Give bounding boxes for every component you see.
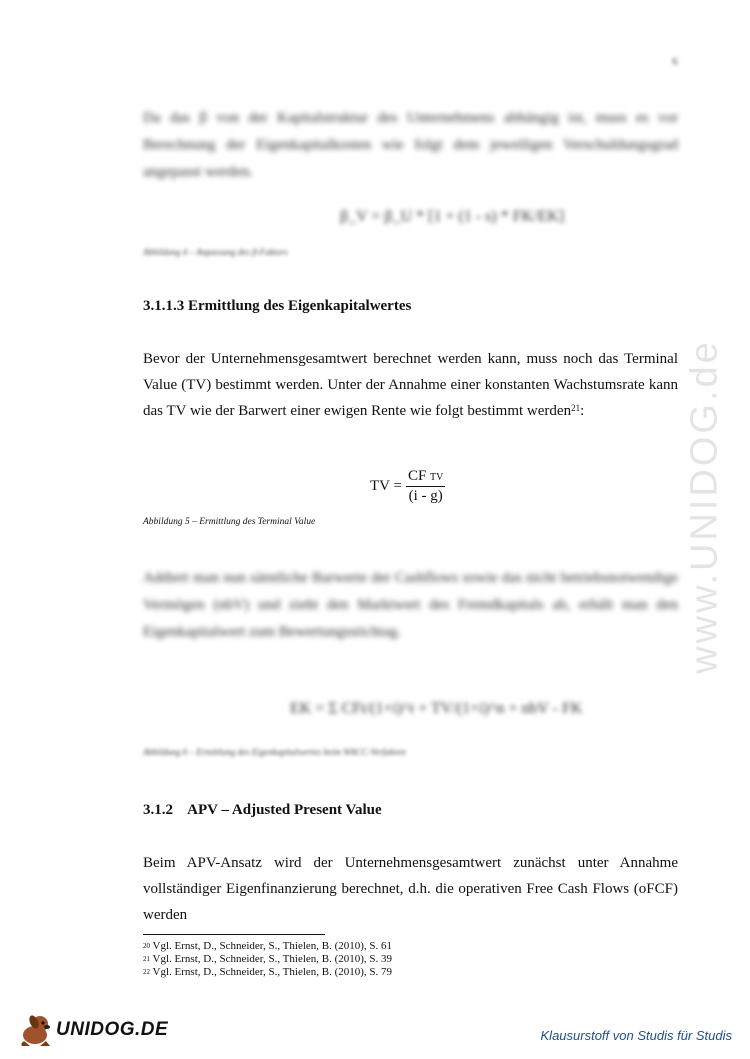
footnote-ref-21: 21 bbox=[571, 403, 581, 413]
tv-numerator-subscript: TV bbox=[430, 472, 444, 483]
footnote-number: 21 bbox=[143, 955, 150, 963]
caption-figure-5: Abbildung 5 – Ermittlung des Terminal Value bbox=[143, 517, 316, 527]
logo-text: UNIDOG.DE bbox=[56, 1019, 169, 1040]
blurred-caption-6: Abbildung 6 – Ermittlung des Eigenkapitalwertes beim WACC-Verfahren bbox=[143, 747, 406, 757]
tv-formula-numerator bbox=[406, 468, 445, 487]
watermark-text: www.UNIDOG.de bbox=[683, 339, 726, 674]
blurred-intro-paragraph: Da das β von der Kapitalstruktur des Unternehmens abhängig ist, muss es vor Berechnung der Eigenkapitalkosten wie folgt dem jeweiligen Verschuldungsgrad angepasst werden. bbox=[143, 110, 678, 180]
footnotes bbox=[143, 940, 392, 979]
watermark bbox=[685, 280, 725, 730]
footer-tagline: Klausurstoff von Studis für Studis bbox=[540, 1028, 732, 1043]
section-heading-3-1-2: 3.1.2 APV – Adjusted Present Value bbox=[143, 802, 382, 818]
tv-formula-lhs: TV = bbox=[370, 478, 402, 494]
footnote-divider bbox=[143, 934, 325, 935]
terminal-value-paragraph bbox=[143, 346, 678, 424]
footnote-21 bbox=[143, 953, 392, 966]
footnote-number: 22 bbox=[143, 968, 150, 976]
footnote-text: Vgl. Ernst, D., Schneider, S., Thielen, B. (2010), S. 61 bbox=[150, 940, 393, 952]
apv-paragraph: Beim APV-Ansatz wird der Unternehmensgesamtwert zunächst unter Annahme vollständiger Eigenfinanzierung berechnet, d.h. die operativen Free Cash Flows (oFCF) werden bbox=[143, 855, 678, 923]
tv-formula-fraction bbox=[406, 468, 445, 505]
section-heading-3-1-1-3: 3.1.1.3 Ermittlung des Eigenkapitalwertes bbox=[143, 298, 412, 314]
tv-numerator-cf: CF bbox=[407, 468, 427, 484]
dog-icon bbox=[18, 1013, 54, 1047]
terminal-value-formula bbox=[370, 468, 445, 505]
blurred-equity-paragraph: Addiert man nun sämtliche Barwerte der Cashflows sowie das nicht betriebsnotwendige Vermögen (nbV) und zieht den Marktwert des Fremdkapitals ab, erhält man den Eigenkapitalwert zum Bewertungsstichtag. bbox=[143, 570, 678, 640]
footnote-text: Vgl. Ernst, D., Schneider, S., Thielen, B. (2010), S. 79 bbox=[150, 966, 393, 978]
footnote-20 bbox=[143, 940, 392, 953]
tv-formula-denominator: (i - g) bbox=[408, 488, 443, 504]
unidog-logo[interactable] bbox=[18, 1013, 168, 1047]
tv-paragraph-text: Bevor der Unternehmensgesamtwert berechnet werden kann, muss noch das Terminal Value (TV) bestimmt werden. Unter der Annahme einer konstanten Wachstumsrate kann das TV wie der Barwert einer ewigen Rente wie folgt bestimmt werden bbox=[143, 351, 678, 419]
footnote-22 bbox=[143, 966, 392, 979]
footnote-number: 20 bbox=[143, 942, 150, 950]
blurred-equity-formula: EK = Σ CFt/(1+i)^t + TV/(1+i)^n + nbV - FK bbox=[290, 700, 583, 717]
footnote-text: Vgl. Ernst, D., Schneider, S., Thielen, B. (2010), S. 39 bbox=[150, 953, 393, 965]
blurred-beta-formula: β_V = β_U * [1 + (1 - s) * FK/EK] bbox=[340, 208, 565, 225]
blurred-caption-4: Abbildung 4 – Anpassung des β-Faktors bbox=[143, 247, 288, 257]
page-number: 6 bbox=[672, 54, 678, 68]
tv-paragraph-colon: : bbox=[580, 403, 585, 419]
